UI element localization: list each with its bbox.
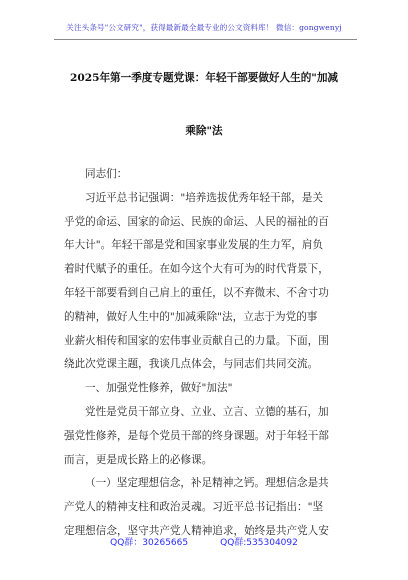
header-divider <box>54 39 357 40</box>
body-line: 年轻干部要看到自己肩上的重任，以不弃微末、不舍寸功 <box>64 286 329 299</box>
header-banner: 关注头条号"公文研究"，获得最新最全最专业的公文资料库！ 微信：gongwenyj <box>66 23 342 32</box>
section-heading: 一、加强党性修养，做好"加法" <box>85 382 233 395</box>
body-line: 党性是党员干部立身、立业、立言、立德的基石，加 <box>85 405 329 418</box>
footer-qq-group-1: QQ群：30265665 <box>110 538 189 548</box>
footer <box>0 535 408 548</box>
salutation: 同志们： <box>85 168 128 180</box>
body-line: 业薪火相传和国家的宏伟事业贡献自己的力量。下面，围 <box>64 334 329 347</box>
body-line: 习近平总书记强调："培养选拔优秀年轻干部，是关 <box>85 191 323 204</box>
body-line: 年大计"。年轻干部是党和国家事业发展的生力军，肩负 <box>64 239 324 252</box>
body-line: 乎党的命运、国家的命运、民族的命运、人民的福祉的百 <box>64 215 329 228</box>
body-line: 而言，更是成长路上的必修课。 <box>64 453 213 466</box>
body-line: （一）坚定理想信念，补足精神之钙。理想信念是共 <box>85 477 329 490</box>
document-body <box>64 163 354 544</box>
body-line: 的精神，做好人生中的"加减乘除"法，立志于为党的事 <box>64 310 318 323</box>
body-line: 强党性修养，是每个党员干部的终身课题。对于年轻干部 <box>64 429 329 442</box>
footer-qq-group-2: QQ群:535304092 <box>220 538 298 548</box>
body-line: 产党人的精神支柱和政治灵魂。习近平总书记指出："坚 <box>64 501 324 514</box>
document-title-line-1: 2025年第一季度专题党课：年轻干部要做好人生的"加减 <box>69 72 339 84</box>
body-line: 绕此次党课主题，我谈几点体会，与同志们共同交流。 <box>64 358 319 371</box>
body-line: 定理想信念，坚守共产党人精神追求，始终是共产党人安 <box>64 524 329 537</box>
body-line: 着时代赋予的重任。在如今这个大有可为的时代背景下， <box>64 263 329 276</box>
document-title-line-2: 乘除"法 <box>185 125 223 137</box>
